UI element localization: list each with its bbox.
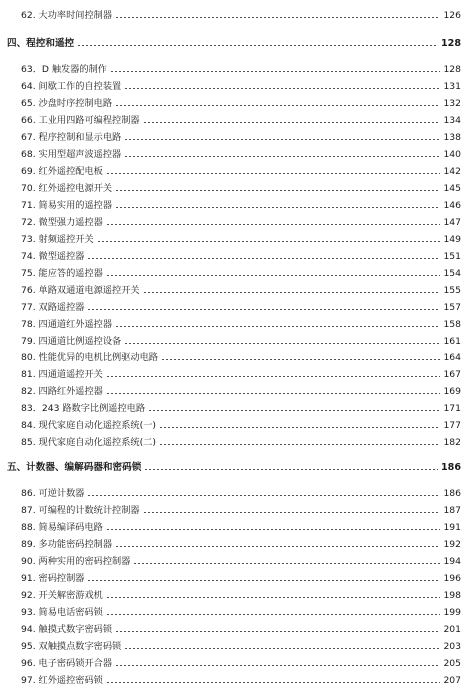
toc-page-number: 192 <box>443 539 461 550</box>
toc-page-number: 196 <box>443 573 461 584</box>
toc-page-number: 155 <box>443 285 461 296</box>
toc-page-number: 128 <box>443 64 461 75</box>
toc-entry-title: 93. 简易电话密码锁 <box>21 607 103 618</box>
dot-leader <box>106 173 440 174</box>
dot-leader <box>106 529 440 530</box>
toc-entry-title: 64. 间歇工作的自控装置 <box>21 81 122 92</box>
dot-leader <box>106 275 440 276</box>
dot-leader <box>106 682 440 683</box>
dot-leader <box>115 190 440 191</box>
toc-page-number: 131 <box>443 81 461 92</box>
toc-chapter-heading <box>0 460 475 476</box>
toc-page-number: 186 <box>440 462 461 473</box>
toc-page-number: 140 <box>443 149 461 160</box>
dot-leader <box>115 665 440 666</box>
toc-entry <box>0 520 475 536</box>
toc-chapter-heading <box>0 36 475 52</box>
toc-entry <box>0 130 475 146</box>
toc-entry-title: 81. 四通道遥控开关 <box>21 369 103 380</box>
toc-entry-title: 67. 程序控制和显示电路 <box>21 132 122 143</box>
dot-leader <box>115 17 440 18</box>
dot-leader <box>106 614 440 615</box>
dot-leader <box>161 359 440 360</box>
toc-page-number: 161 <box>443 336 461 347</box>
dot-leader <box>87 495 440 496</box>
toc-entry <box>0 588 475 604</box>
toc-entry <box>0 181 475 197</box>
toc-entry-title: 89. 多功能密码控制器 <box>21 539 113 550</box>
dot-leader <box>115 326 440 327</box>
toc-entry <box>0 8 475 24</box>
toc-entry-title: 90. 两种实用的密码控制器 <box>21 556 131 567</box>
dot-leader <box>143 122 440 123</box>
toc-entry-title: 94. 触摸式数字密码锁 <box>21 624 113 635</box>
toc-page-number: 167 <box>443 369 461 380</box>
toc-entry <box>0 300 475 316</box>
toc-entry <box>0 62 475 78</box>
toc-entry-title: 62. 大功率时间控制器 <box>21 10 113 21</box>
toc-page-number: 169 <box>443 386 461 397</box>
toc-entry <box>0 350 475 366</box>
toc-entry <box>0 249 475 265</box>
toc-entry-title: 五、计数器、编解码器和密码锁 <box>7 462 142 473</box>
toc-entry-title: 79. 四通道比例遥控设备 <box>21 336 122 347</box>
toc-entry <box>0 198 475 214</box>
toc-entry-title: 84. 现代家庭自动化遥控系统(一) <box>21 420 156 431</box>
toc-entry-title: 70. 红外遥控电源开关 <box>21 183 113 194</box>
dot-leader <box>115 546 440 547</box>
toc-entry <box>0 367 475 383</box>
toc-entry <box>0 554 475 570</box>
toc-page-number: 134 <box>443 115 461 126</box>
toc-entry-title: 75. 能应答的遥控器 <box>21 268 103 279</box>
dot-leader <box>87 258 440 259</box>
toc-page-number: 207 <box>443 675 461 686</box>
toc-page-number: 151 <box>443 251 461 262</box>
toc-entry <box>0 266 475 282</box>
toc-page-number: 186 <box>443 488 461 499</box>
dot-leader <box>143 512 440 513</box>
toc-entry <box>0 96 475 112</box>
toc-entry-title: 78. 四通道红外遥控器 <box>21 319 113 330</box>
toc-entry <box>0 113 475 129</box>
toc-entry-title: 83．243 路数字比例遥控电路 <box>21 403 146 414</box>
dot-leader <box>110 71 440 72</box>
toc-entry-title: 92. 开关解密游戏机 <box>21 590 103 601</box>
toc-entry <box>0 79 475 95</box>
toc-entry-title: 91. 密码控制器 <box>21 573 85 584</box>
dot-leader <box>148 410 440 411</box>
toc-entry-title: 80. 性能优异的电机比例驱动电路 <box>21 352 158 363</box>
toc-entry <box>0 656 475 672</box>
toc-entry-title: 73. 射频遥控开关 <box>21 234 94 245</box>
toc-page-number: 164 <box>443 352 461 363</box>
toc-entry-title: 68. 实用型超声波遥控器 <box>21 149 122 160</box>
toc-page-number: 142 <box>443 166 461 177</box>
toc-page-number: 194 <box>443 556 461 567</box>
toc-page-number: 138 <box>443 132 461 143</box>
dot-leader <box>124 139 440 140</box>
toc-page-number: 154 <box>443 268 461 279</box>
toc-entry-title: 74. 微型遥控器 <box>21 251 85 262</box>
dot-leader <box>124 88 440 89</box>
dot-leader <box>124 648 440 649</box>
toc-page-number: 126 <box>443 10 461 21</box>
toc-entry-title: 76. 单路双通道电源遥控开关 <box>21 285 140 296</box>
dot-leader <box>144 469 438 470</box>
dot-leader <box>106 224 440 225</box>
toc-entry-title: 72. 微型强力遥控器 <box>21 217 103 228</box>
toc-entry <box>0 164 475 180</box>
dot-leader <box>97 241 440 242</box>
toc-entry <box>0 283 475 299</box>
toc-page-number: 149 <box>443 234 461 245</box>
toc-entry-title: 97. 红外遥控密码锁 <box>21 675 103 686</box>
toc-entry-title: 66. 工业用四路可编程控制器 <box>21 115 140 126</box>
toc-entry <box>0 384 475 400</box>
dot-leader <box>124 343 440 344</box>
dot-leader <box>159 444 440 445</box>
toc-entry <box>0 673 475 689</box>
toc-page-number: 182 <box>443 437 461 448</box>
dot-leader <box>124 156 440 157</box>
dot-leader <box>87 309 440 310</box>
toc-entry <box>0 232 475 248</box>
toc-page-number: 205 <box>443 658 461 669</box>
toc-entry-title: 82. 四路红外遥控器 <box>21 386 103 397</box>
toc-entry-title: 77. 双路遥控器 <box>21 302 85 313</box>
dot-leader <box>87 580 440 581</box>
toc-entry-title: 85. 现代家庭自动化遥控系统(二) <box>21 437 156 448</box>
toc-entry-title: 95. 双触摸点数字密码锁 <box>21 641 122 652</box>
toc-entry-title: 65. 沙盘时序控制电路 <box>21 98 113 109</box>
toc-page-number: 201 <box>443 624 461 635</box>
toc-page-number: 132 <box>443 98 461 109</box>
toc-entry-title: 86. 可逆计数器 <box>21 488 85 499</box>
toc-entry-title: 71. 简易实用的遥控器 <box>21 200 113 211</box>
toc-entry <box>0 334 475 350</box>
toc-page-number: 146 <box>443 200 461 211</box>
toc-page-number: 198 <box>443 590 461 601</box>
toc-page-number: 145 <box>443 183 461 194</box>
dot-leader <box>115 207 440 208</box>
toc-entry <box>0 571 475 587</box>
dot-leader <box>77 45 438 46</box>
toc-entry <box>0 622 475 638</box>
toc-entry <box>0 639 475 655</box>
toc-entry <box>0 503 475 519</box>
dot-leader <box>106 393 440 394</box>
toc-page-number: 157 <box>443 302 461 313</box>
dot-leader <box>115 631 440 632</box>
toc-entry-title: 69. 红外遥控配电板 <box>21 166 103 177</box>
dot-leader <box>143 292 440 293</box>
toc-page-number: 128 <box>440 38 461 49</box>
toc-entry <box>0 486 475 502</box>
toc-entry <box>0 317 475 333</box>
dot-leader <box>106 597 440 598</box>
toc-entry-title: 87. 可编程的计数统计控制器 <box>21 505 140 516</box>
dot-leader <box>115 105 440 106</box>
dot-leader <box>106 376 440 377</box>
toc-entry <box>0 215 475 231</box>
toc-page-number: 187 <box>443 505 461 516</box>
toc-entry-title: 四、程控和遥控 <box>7 38 75 49</box>
toc-page-number: 203 <box>443 641 461 652</box>
dot-leader <box>159 427 440 428</box>
toc-entry <box>0 435 475 451</box>
toc-page-number: 147 <box>443 217 461 228</box>
toc-page-number: 171 <box>443 403 461 414</box>
toc-page-number: 177 <box>443 420 461 431</box>
toc-entry <box>0 147 475 163</box>
toc-entry-title: 96. 电子密码锁开合器 <box>21 658 113 669</box>
toc-page-number: 158 <box>443 319 461 330</box>
toc-entry <box>0 418 475 434</box>
toc-page-number: 191 <box>443 522 461 533</box>
toc-page-number: 199 <box>443 607 461 618</box>
toc-entry <box>0 605 475 621</box>
toc-entry-title: 88. 简易编译码电路 <box>21 522 103 533</box>
toc-entry-title: 63．D 触发器的制作 <box>21 64 107 75</box>
toc-entry <box>0 537 475 553</box>
dot-leader <box>133 563 440 564</box>
toc-entry <box>0 401 475 417</box>
